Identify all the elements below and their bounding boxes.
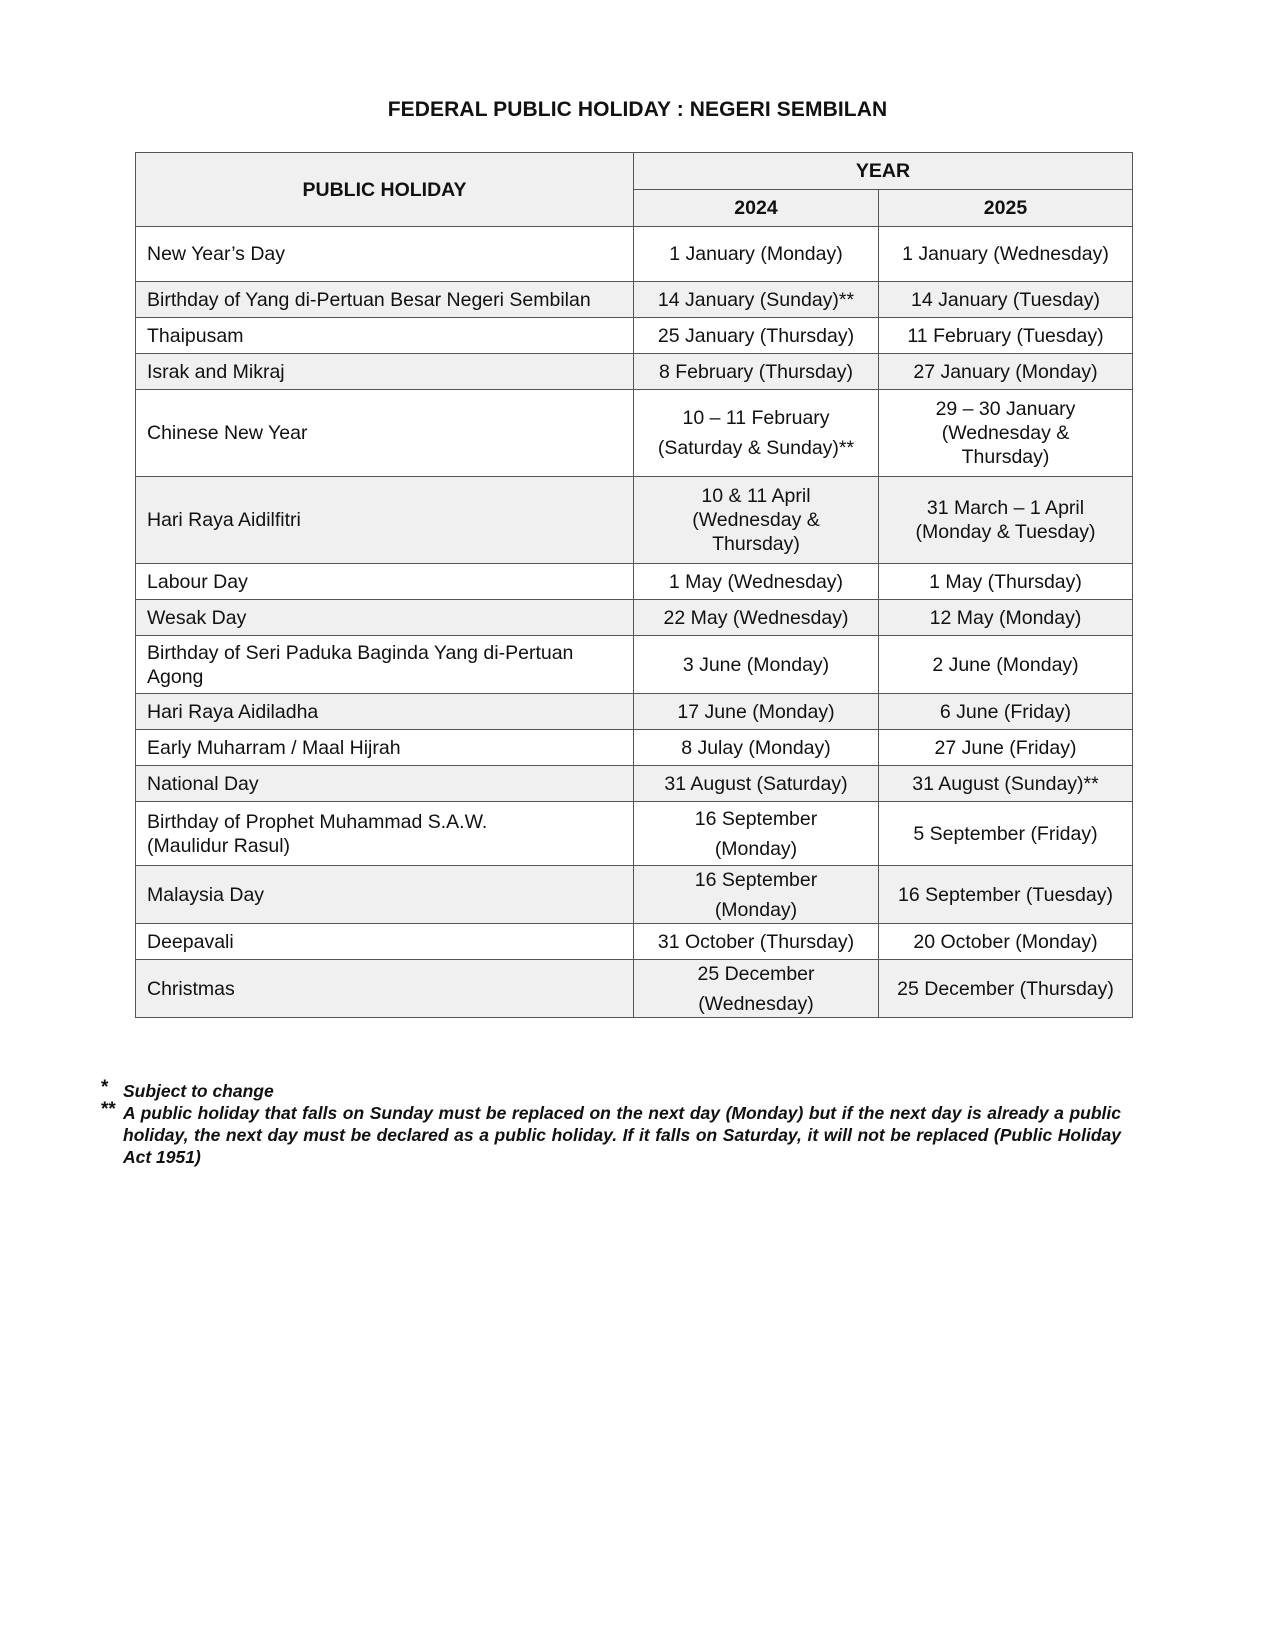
cell-text-line: Thaipusam	[147, 324, 244, 347]
cell-text-line: (Maulidur Rasul)	[147, 834, 291, 857]
cell-text-line: New Year’s Day	[147, 243, 286, 265]
table-row	[136, 282, 1133, 318]
header-row-top	[136, 153, 1133, 190]
date-2025-cell	[879, 564, 1133, 600]
holiday-name-cell	[136, 766, 634, 802]
table-row	[136, 924, 1133, 960]
cell-text-line: 1 May (Thursday)	[929, 570, 1082, 593]
cell-text-line: 1 May (Wednesday)	[668, 570, 844, 593]
cell-text-line: Hari Raya Aidiladha	[147, 700, 319, 723]
holiday-name-cell	[136, 866, 634, 924]
date-2024-cell	[634, 636, 879, 694]
date-2025-cell	[879, 390, 1133, 477]
table-row	[136, 354, 1133, 390]
holiday-name-cell	[136, 600, 634, 636]
cell-text-line: 22 May (Wednesday)	[663, 606, 849, 629]
footnotes	[101, 1077, 1121, 1168]
page-title: FEDERAL PUBLIC HOLIDAY : NEGERI SEMBILAN	[387, 98, 888, 121]
date-2024-cell	[634, 802, 879, 866]
header-year: YEAR	[634, 153, 1133, 190]
date-2024-cell	[634, 390, 879, 477]
holiday-name-cell	[136, 227, 634, 282]
date-2025-cell	[879, 766, 1133, 802]
table-row	[136, 866, 1133, 924]
cell-text-line: 27 June (Friday)	[934, 736, 1077, 759]
cell-text-line: Deepavali	[147, 930, 234, 953]
date-2024-cell	[634, 766, 879, 802]
holiday-name-cell	[136, 636, 634, 694]
cell-text-line: 11 February (Tuesday)	[907, 324, 1104, 347]
holiday-table	[135, 152, 1133, 1018]
date-2024-cell	[634, 600, 879, 636]
date-2025-cell	[879, 636, 1133, 694]
date-2025-cell	[879, 600, 1133, 636]
cell-text-line: 10 & 11 April	[701, 485, 811, 507]
date-2024-cell	[634, 960, 879, 1018]
cell-text-line: 2 June (Monday)	[932, 653, 1079, 676]
date-2025-cell	[879, 866, 1133, 924]
table-row	[136, 564, 1133, 600]
date-2024-cell	[634, 564, 879, 600]
date-2025-cell	[879, 318, 1133, 354]
date-2025-cell	[879, 802, 1133, 866]
footnote-marker: *	[101, 1077, 109, 1098]
holiday-name-cell	[136, 318, 634, 354]
cell-text-line: Birthday of Prophet Muhammad S.A.W.	[147, 810, 488, 833]
date-2025-cell	[879, 730, 1133, 766]
table-row	[136, 318, 1133, 354]
footnote-sunday-replacement	[101, 1099, 1121, 1168]
cell-text-line: (Monday)	[714, 837, 798, 860]
cell-text-line: (Wednesday)	[698, 992, 814, 1015]
cell-text-line: 16 September	[694, 807, 818, 830]
holiday-name-cell	[136, 477, 634, 564]
table-row	[136, 600, 1133, 636]
table-row	[136, 766, 1133, 802]
header-public-holiday: PUBLIC HOLIDAY	[136, 153, 634, 227]
cell-text-line: Israk and Mikraj	[147, 360, 285, 383]
date-2025-cell	[879, 924, 1133, 960]
date-2025-cell	[879, 960, 1133, 1018]
cell-text-line: 31 March – 1 April	[926, 497, 1085, 519]
cell-text-line: Labour Day	[147, 570, 248, 593]
cell-text-line: 8 February (Thursday)	[659, 360, 853, 383]
table-row	[136, 960, 1133, 1018]
cell-text-line: Wesak Day	[147, 606, 247, 629]
holiday-name-cell	[136, 802, 634, 866]
table-header	[136, 153, 1133, 227]
holiday-name-cell	[136, 924, 634, 960]
table-row	[136, 390, 1133, 477]
holiday-name-cell	[136, 960, 634, 1018]
cell-text-line: (Saturday & Sunday)**	[657, 437, 855, 459]
date-2024-cell	[634, 924, 879, 960]
date-2024-cell	[634, 694, 879, 730]
cell-text-line: (Wednesday &	[941, 422, 1070, 444]
cell-text-line: 1 January (Wednesday)	[902, 243, 1109, 265]
cell-text-line: Thursday)	[961, 446, 1050, 468]
cell-text-line: 25 December	[697, 962, 815, 985]
date-2024-cell	[634, 354, 879, 390]
cell-text-line: 31 October (Thursday)	[657, 930, 855, 953]
footnote-text: A public holiday that falls on Sunday must be replaced on the next day (Monday) but if the next day is already a public holiday, the next day must be declared as a public holiday. If it falls on Saturday, it will not be replaced (Public Holiday Act 1951)	[123, 1103, 1121, 1167]
cell-text-line: 31 August (Sunday)**	[912, 772, 1099, 795]
date-2025-cell	[879, 282, 1133, 318]
cell-text-line: 29 – 30 January	[935, 398, 1076, 420]
table-row	[136, 802, 1133, 866]
holiday-name-cell	[136, 354, 634, 390]
cell-text-line: Thursday)	[712, 533, 800, 555]
holiday-name-cell	[136, 390, 634, 477]
date-2025-cell	[879, 477, 1133, 564]
cell-text-line: 27 January (Monday)	[913, 360, 1098, 383]
cell-text-line: (Monday)	[714, 898, 798, 921]
cell-text-line: 10 – 11 February	[682, 407, 830, 429]
cell-text-line: Malaysia Day	[147, 883, 265, 906]
date-2024-cell	[634, 227, 879, 282]
cell-text-line: 12 May (Monday)	[929, 606, 1082, 629]
date-2024-cell	[634, 477, 879, 564]
cell-text-line: 14 January (Tuesday)	[911, 288, 1100, 311]
date-2024-cell	[634, 730, 879, 766]
cell-text-line: 16 September (Tuesday)	[898, 883, 1113, 906]
cell-text-line: Christmas	[147, 977, 235, 1000]
cell-text-line: Agong	[147, 665, 204, 688]
cell-text-line: 5 September (Friday)	[913, 822, 1098, 845]
cell-text-line: Early Muharram / Maal Hijrah	[147, 736, 401, 759]
footnote-subject-to-change	[101, 1077, 1121, 1102]
footnote-marker: **	[101, 1099, 116, 1120]
cell-text-line: 1 January (Monday)	[669, 243, 843, 265]
holiday-name-cell	[136, 282, 634, 318]
date-2024-cell	[634, 866, 879, 924]
holiday-name-cell	[136, 694, 634, 730]
cell-text-line: 20 October (Monday)	[913, 930, 1098, 953]
cell-text-line: 8 Julay (Monday)	[681, 736, 831, 759]
date-2025-cell	[879, 354, 1133, 390]
cell-text-line: 6 June (Friday)	[939, 700, 1072, 723]
cell-text-line: (Monday & Tuesday)	[915, 521, 1096, 543]
cell-text-line: Birthday of Yang di-Pertuan Besar Negeri Sembilan	[147, 288, 591, 311]
cell-text-line: Chinese New Year	[147, 422, 308, 444]
cell-text-line: 17 June (Monday)	[677, 700, 835, 723]
table-row	[136, 636, 1133, 694]
cell-text-line: 25 December (Thursday)	[897, 977, 1114, 1000]
date-2025-cell	[879, 694, 1133, 730]
cell-text-line: National Day	[147, 772, 259, 795]
table-row	[136, 477, 1133, 564]
table-row	[136, 730, 1133, 766]
date-2025-cell	[879, 227, 1133, 282]
cell-text-line: 31 August (Saturday)	[664, 772, 848, 795]
cell-text-line: (Wednesday &	[692, 509, 820, 531]
holiday-name-cell	[136, 730, 634, 766]
table-row	[136, 694, 1133, 730]
header-2024: 2024	[634, 190, 879, 227]
cell-text-line: 16 September	[694, 868, 818, 891]
cell-text-line: 25 January (Thursday)	[657, 324, 855, 347]
cell-text-line: 3 June (Monday)	[682, 653, 830, 676]
date-2024-cell	[634, 318, 879, 354]
table-body	[136, 227, 1133, 1018]
cell-text-line: Birthday of Seri Paduka Baginda Yang di-Pertuan	[147, 641, 574, 664]
date-2024-cell	[634, 282, 879, 318]
cell-text-line: 14 January (Sunday)**	[657, 288, 855, 311]
cell-text-line: Hari Raya Aidilfitri	[147, 509, 301, 531]
header-2025: 2025	[879, 190, 1133, 227]
holiday-name-cell	[136, 564, 634, 600]
footnote-text: Subject to change	[123, 1081, 274, 1101]
table-row	[136, 227, 1133, 282]
